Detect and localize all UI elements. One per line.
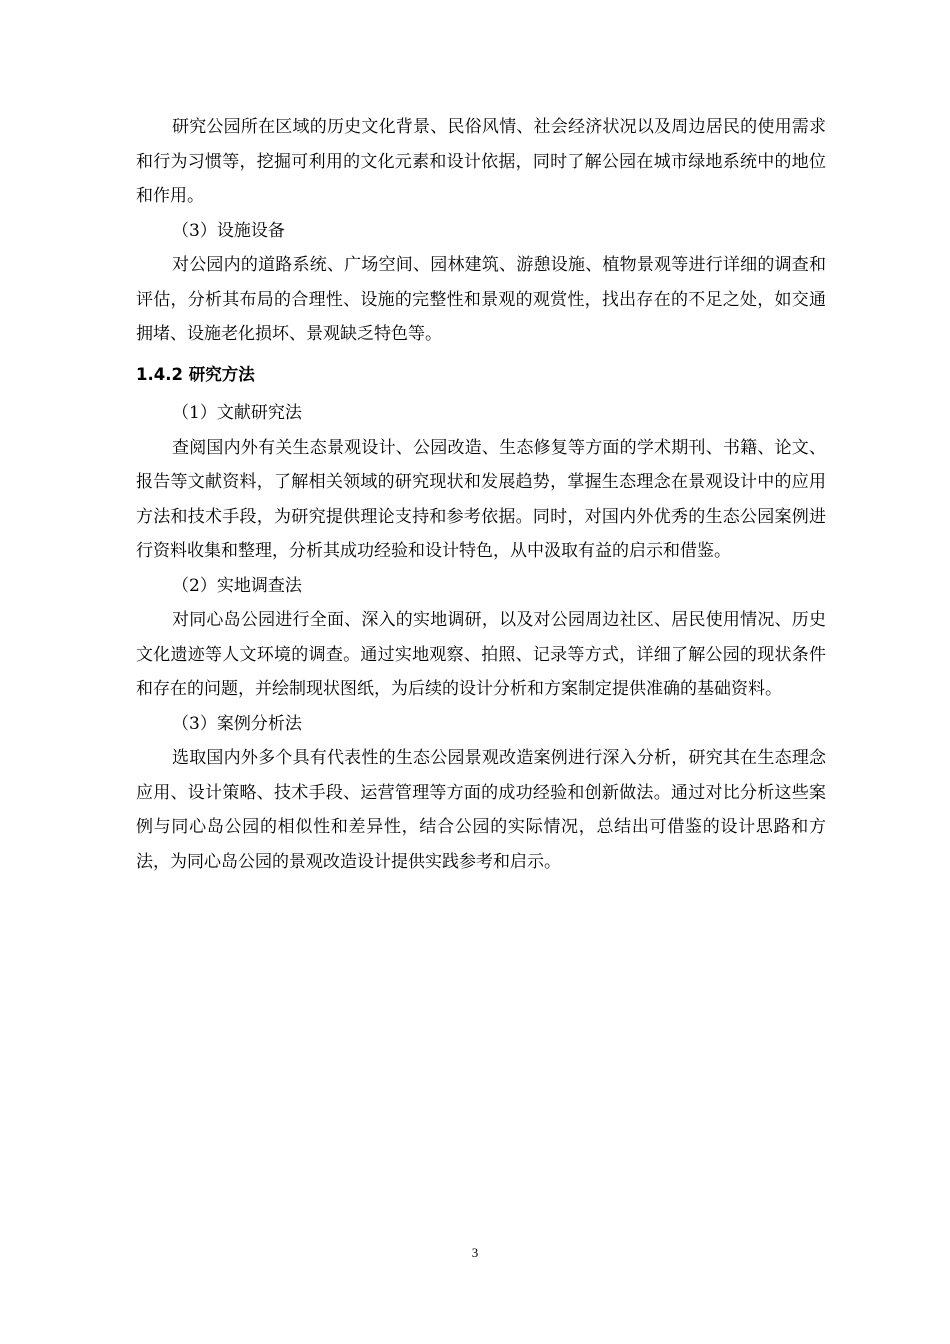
paragraph-facilities: 对公园内的道路系统、广场空间、园林建筑、游憩设施、植物景观等进行详细的调查和评估，分析其布局的合理性、设施的完整性和景观的观赏性，找出存在的不足之处，如交通拥堵、设施老化损坏、景观缺乏特色等。 [136, 255, 826, 344]
subheading-case-analysis: （3）案例分析法 [172, 713, 302, 734]
paragraph-cultural-background: 研究公园所在区域的历史文化背景、民俗风情、社会经济状况以及周边居民的使用需求和行为习惯等，挖掘可利用的文化元素和设计依据，同时了解公园在城市绿地系统中的地位和作用。 [136, 117, 826, 206]
subheading-facilities: （3）设施设备 [172, 220, 285, 241]
page-number: 3 [471, 1245, 479, 1260]
paragraph-literature-research: 查阅国内外有关生态景观设计、公园改造、生态修复等方面的学术期刊、书籍、论文、报告等文献资料，了解相关领域的研究现状和发展趋势，掌握生态理念在景观设计中的应用方法和技术手段，为研究提供理论支持和参考依据。同时，对国内外优秀的生态公园案例进行资料收集和整理，分析其成功经验和设计特色，从中汲取有益的启示和借鉴。 [136, 437, 826, 561]
subheading-field-survey: （2）实地调查法 [172, 575, 302, 596]
paragraph-case-analysis: 选取国内外多个具有代表性的生态公园景观改造案例进行深入分析，研究其在生态理念应用、设计策略、技术手段、运营管理等方面的成功经验和创新做法。通过对比分析这些案例与同心岛公园的相似性和差异性，结合公园的实际情况，总结出可借鉴的设计思路和方法，为同心岛公园的景观改造设计提供实践参考和启示。 [136, 748, 826, 872]
paragraph-field-survey: 对同心岛公园进行全面、深入的实地调研，以及对公园周边社区、居民使用情况、历史文化遗迹等人文环境的调查。通过实地观察、拍照、记录等方式，详细了解公园的现状条件和存在的问题，并绘制现状图纸，为后续的设计分析和方案制定提供准确的基础资料。 [136, 610, 826, 699]
section-heading-research-methods: 1.4.2 研究方法 [136, 364, 255, 384]
subheading-literature-research: （1）文献研究法 [172, 403, 302, 423]
page-body [136, 110, 826, 879]
